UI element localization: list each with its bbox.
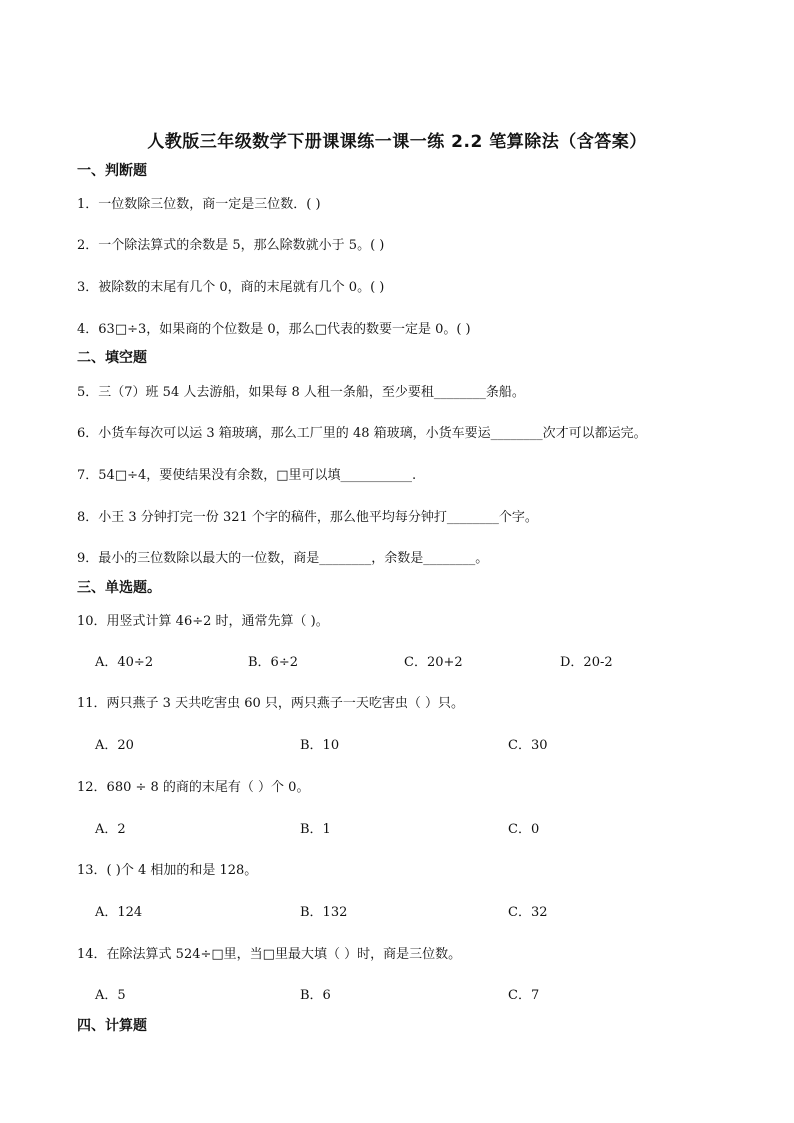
question-10: 10．用竖式计算 46÷2 时，通常先算（ )。 [77,614,329,629]
section-heading-judgement: 一、判断题 [77,163,147,179]
question-13: 13．( )个 4 相加的和是 128。 [77,863,258,878]
question-6: 6．小货车每次可以运 3 箱玻璃，那么工厂里的 48 箱玻璃，小货车要运________次才可以都运完。 [77,426,647,441]
option-c: C．20+2 [404,655,463,670]
option-c: C．30 [508,738,548,753]
option-a: A．20 [95,738,134,753]
option-b: B．1 [300,822,331,837]
question-7: 7．54□÷4，要使结果没有余数，□里可以填___________. [77,468,417,483]
question-14: 14．在除法算式 524÷□里，当□里最大填（ ）时，商是三位数。 [77,947,462,962]
option-c: C．32 [508,905,548,920]
section-heading-single-choice: 三、单选题。 [77,580,161,596]
question-4: 4．63□÷3，如果商的个位数是 0，那么□代表的数要一定是 0。( ) [77,322,471,337]
question-9: 9．最小的三位数除以最大的一位数，商是________，余数是________。 [77,551,489,566]
question-8: 8．小王 3 分钟打完一份 321 个字的稿件，那么他平均每分钟打________个字。 [77,510,538,525]
option-b: B．132 [300,905,348,920]
option-d: D．20-2 [560,655,613,670]
question-5: 5．三（7）班 54 人去游船，如果每 8 人租一条船，至少要租________条船。 [77,385,525,400]
question-3: 3．被除数的末尾有几个 0，商的末尾就有几个 0。( ) [77,280,385,295]
section-heading-fill-blank: 二、填空题 [77,350,147,366]
page-title: 人教版三年级数学下册课课练一课一练 2.2 笔算除法（含答案） [147,132,647,152]
question-11: 11．两只燕子 3 天共吃害虫 60 只，两只燕子一天吃害虫（ ）只。 [77,696,465,711]
question-2: 2．一个除法算式的余数是 5，那么除数就小于 5。( ) [77,238,385,253]
option-b: B．6÷2 [248,655,298,670]
option-b: B．6 [300,988,331,1003]
option-a: A．5 [95,988,126,1003]
section-heading-calculation: 四、计算题 [77,1018,147,1034]
option-a: A．40÷2 [95,655,154,670]
option-a: A．124 [95,905,143,920]
question-12: 12．680 ÷ 8 的商的末尾有（ ）个 0。 [77,780,310,795]
option-c: C．7 [508,988,540,1003]
option-c: C．0 [508,822,540,837]
option-b: B．10 [300,738,340,753]
question-1: 1．一位数除三位数，商一定是三位数．( ) [77,197,321,212]
option-a: A．2 [95,822,126,837]
